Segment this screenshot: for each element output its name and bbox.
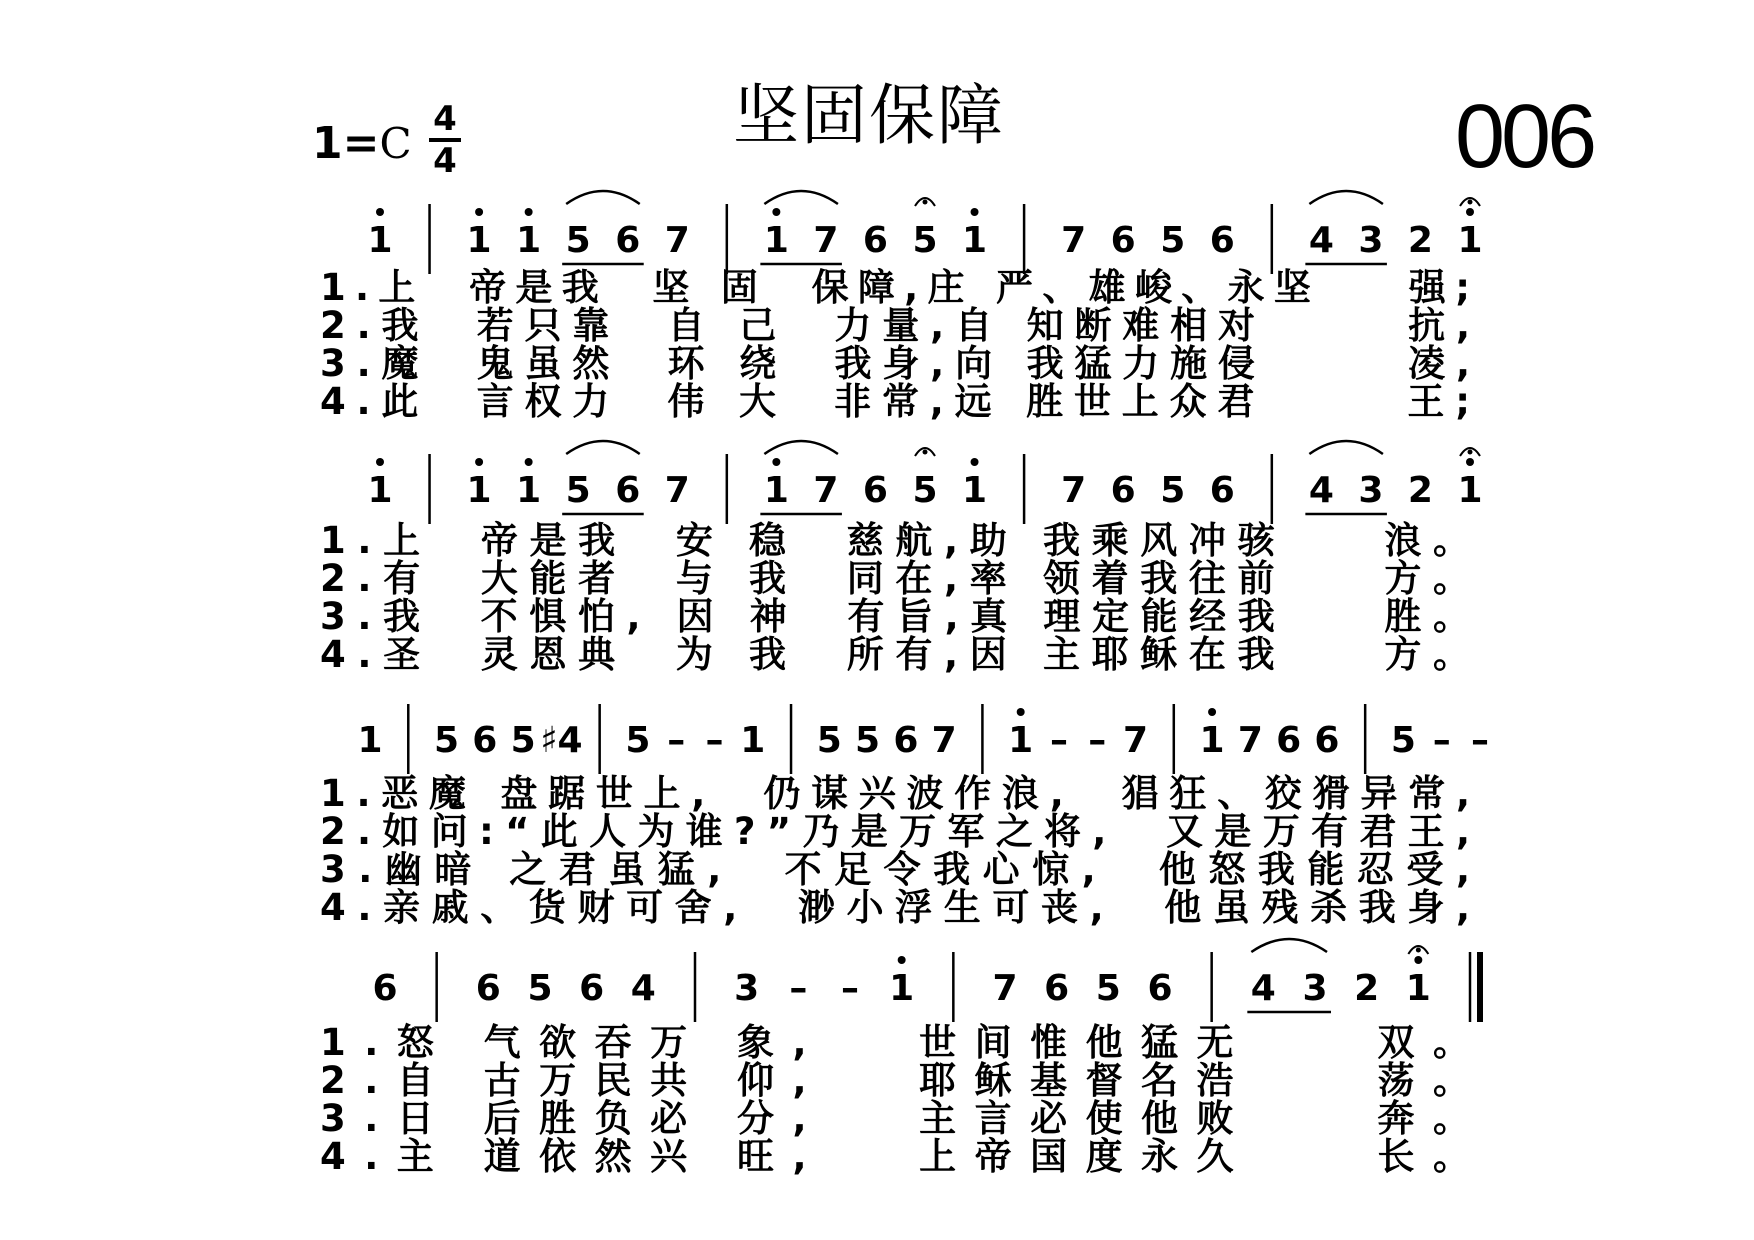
note-digit: 7 (664, 220, 690, 261)
key-prefix: 1= (312, 118, 380, 169)
note-digit: 5 (855, 720, 881, 761)
note-digit: 4 (1250, 968, 1276, 1009)
lyric-line: 2.有 大能者 与 我 同在,率 领着我往前 方。 (320, 557, 1470, 600)
octave-dot (1466, 458, 1474, 466)
note-digit: 5 (816, 720, 842, 761)
note-digit: 6 (862, 220, 888, 261)
fermata-dot (1416, 948, 1421, 953)
note-digit: 1 (962, 470, 988, 511)
note-digit: 3 (734, 968, 760, 1009)
note-digit: 3 (1358, 470, 1384, 511)
note-digit: 3 (1358, 220, 1384, 261)
note-digit: – (1049, 720, 1068, 761)
note-digit: 1 (962, 220, 988, 261)
note-digit: 7 (1061, 220, 1087, 261)
note-digit: 6 (615, 470, 641, 511)
slur-arc (1309, 441, 1383, 454)
note-digit: 2 (1407, 220, 1433, 261)
fermata-dot (1468, 450, 1473, 455)
note-digit: 1 (516, 220, 542, 261)
slur-arc (566, 191, 640, 204)
note-digit: 6 (1209, 220, 1235, 261)
note-digit: 1 (763, 470, 789, 511)
note-digit: – (1432, 720, 1451, 761)
octave-dot (376, 208, 384, 216)
lyric-line: 4.主 道依然兴 旺, 上帝国度永久 长。 (320, 1135, 1470, 1178)
octave-dot (525, 208, 533, 216)
note-digit: 1 (1008, 720, 1034, 761)
note-digit: 5 (1390, 720, 1416, 761)
note-digit: 5 (912, 220, 938, 261)
octave-dot (1414, 956, 1422, 964)
lyric-line: 4.此 言权力 伟 大 非常,远 胜世上众君 王; (320, 380, 1470, 423)
octave-dot (1017, 708, 1025, 716)
note-digit: 6 (372, 968, 398, 1009)
slur-arc (1309, 191, 1383, 204)
note-digit: 5 (565, 470, 591, 511)
note-digit: 1 (1405, 968, 1431, 1009)
lyric-line: 2.如问:“此人为谁?”乃是万军之将, 又是万有君王, (320, 810, 1470, 853)
lyric-line: 3.魔 鬼虽然 环 绕 我身,向 我猛力施侵 凌, (320, 342, 1470, 385)
note-digit: 6 (1044, 968, 1070, 1009)
note-digit: 7 (1237, 720, 1263, 761)
note-digit: 6 (1314, 720, 1340, 761)
note-digit: 5 (1160, 470, 1186, 511)
slur-arc (764, 441, 838, 454)
fermata-dot (923, 450, 928, 455)
octave-dot (772, 208, 780, 216)
note-digit: 5 (1160, 220, 1186, 261)
note-digit: 1 (466, 470, 492, 511)
slur-arc (1251, 939, 1327, 952)
note-digit: 1 (1457, 220, 1483, 261)
octave-dot (971, 208, 979, 216)
note-digit: 2 (1407, 470, 1433, 511)
note-digit: 6 (472, 720, 498, 761)
octave-dot (475, 458, 483, 466)
octave-dot (971, 458, 979, 466)
note-digit: – (1471, 720, 1489, 761)
note-digit: 3 (1302, 968, 1328, 1009)
note-digit: 6 (615, 220, 641, 261)
octave-dot (1208, 708, 1216, 716)
note-digit: 1 (763, 220, 789, 261)
note-digit: 1 (1457, 470, 1483, 511)
lyric-line: 4.圣 灵恩典 为 我 所有,因 主耶稣在我 方。 (320, 633, 1470, 676)
note-digit: 6 (1110, 470, 1136, 511)
note-digit: 5 (912, 470, 938, 511)
note-digit: 1 (889, 968, 915, 1009)
note-digit: 7 (1122, 720, 1149, 761)
octave-dot (376, 458, 384, 466)
octave-dot (772, 458, 780, 466)
note-digit: 6 (862, 470, 888, 511)
note-digit: 7 (1061, 470, 1087, 511)
note-digit: 6 (893, 720, 919, 761)
octave-dot (1466, 208, 1474, 216)
note-digit: 6 (1276, 720, 1302, 761)
time-denominator: 4 (433, 141, 457, 181)
slur-arc (566, 441, 640, 454)
note-digit: 4 (1308, 220, 1334, 261)
lyric-line: 3.日 后胜负必 分, 主言必使他败 奔。 (320, 1097, 1470, 1140)
lyric-line: 2.自 古万民共 仰, 耶稣基督名浩 荡。 (320, 1059, 1470, 1102)
note-digit: 5 (510, 720, 536, 761)
lyric-line: 2.我 若只靠 自 己 力量,自 知断难相对 抗, (320, 304, 1470, 347)
note-digit: 2 (1354, 968, 1380, 1009)
octave-dot (525, 458, 533, 466)
note-digit: 5 (565, 220, 591, 261)
time-numerator: 4 (433, 99, 457, 139)
note-digit: 5 (625, 720, 651, 761)
song-number: 006 (1455, 87, 1594, 187)
note-digit: 5 (434, 720, 460, 761)
note-digit: 4 (1308, 470, 1334, 511)
note-digit: 1 (466, 220, 492, 261)
lyric-line: 1.上 帝是我 坚 固 保障,庄 严、雄峻、永坚 强; (320, 266, 1470, 309)
fermata-dot (1468, 200, 1473, 205)
note-digit: – (789, 968, 808, 1009)
octave-dot (475, 208, 483, 216)
note-digit: ♯4 (540, 720, 583, 761)
lyric-line: 1.上 帝是我 安 稳 慈航,助 我乘风冲骇 浪。 (320, 519, 1470, 562)
note-digit: 7 (813, 220, 839, 261)
lyric-line: 3.我 不惧怕, 因 神 有旨,真 理定能经我 胜。 (320, 595, 1470, 638)
note-digit: 1 (367, 470, 393, 511)
note-digit: 7 (813, 470, 839, 511)
note-digit: 1 (367, 220, 393, 261)
note-digit: 6 (1110, 220, 1136, 261)
fermata-dot (923, 200, 928, 205)
octave-dot (898, 956, 906, 964)
note-digit: 4 (630, 968, 656, 1009)
note-digit: 6 (475, 968, 501, 1009)
note-digit: 1 (357, 720, 383, 761)
note-digit: 7 (992, 968, 1018, 1009)
note-digit: – (667, 720, 686, 761)
note-digit: 5 (1095, 968, 1121, 1009)
lyric-line: 3.幽暗 之君虽猛, 不足令我心惊, 他怒我能忍受, (320, 848, 1470, 891)
slur-arc (764, 191, 838, 204)
song-title: 坚固保障 (733, 77, 1005, 154)
lyric-line: 1.怒 气欲吞万 象, 世间惟他猛无 双。 (320, 1021, 1470, 1064)
note-digit: 6 (1147, 968, 1173, 1009)
note-digit: 7 (931, 720, 957, 761)
note-digit: 1 (740, 720, 766, 761)
note-digit: 7 (664, 470, 690, 511)
note-digit: 1 (1199, 720, 1225, 761)
note-digit: – (841, 968, 859, 1009)
note-digit: – (705, 720, 724, 761)
note-digit: 1 (516, 470, 542, 511)
key-letter: C (379, 119, 412, 168)
lyric-line: 1.恶魔 盘踞世上, 仍谋兴波作浪, 猖狂、狡猾异常, (320, 772, 1470, 815)
note-digit: – (1088, 720, 1107, 761)
note-digit: 6 (1209, 470, 1235, 511)
lyric-line: 4.亲戚、货财可舍, 渺小浮生可丧, 他虽残杀我身, (320, 886, 1470, 929)
note-digit: 6 (579, 968, 605, 1009)
note-digit: 5 (527, 968, 553, 1009)
